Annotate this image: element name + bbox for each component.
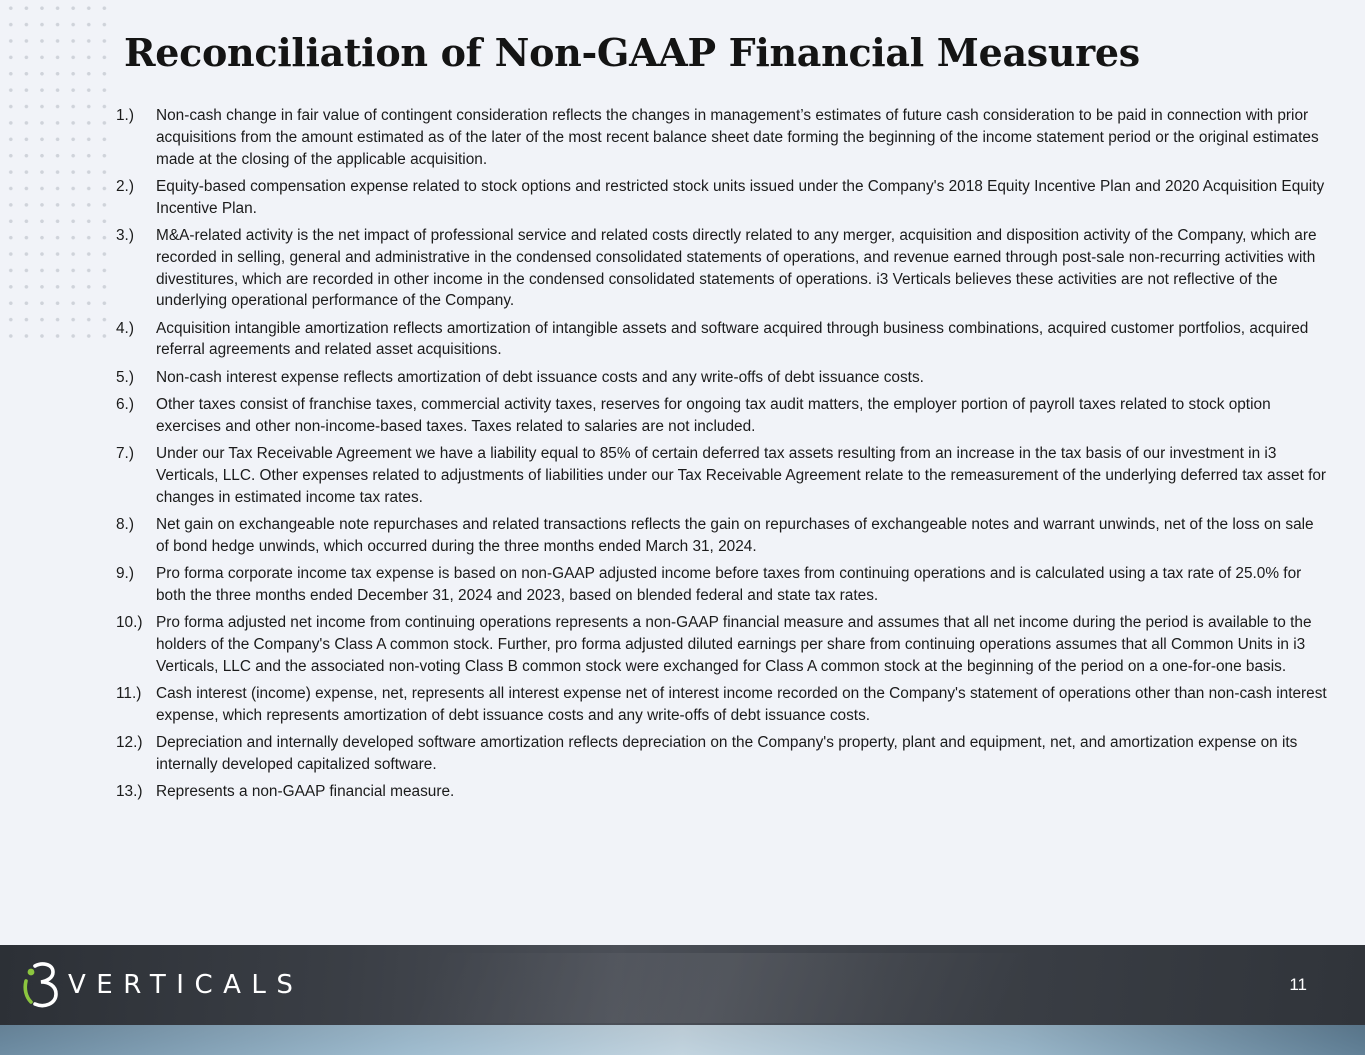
footnote-item: [116, 367, 1328, 389]
page-title: Reconciliation of Non-GAAP Financial Measures: [124, 30, 1140, 75]
footnote-item: [116, 225, 1328, 312]
footnote-text: Other taxes consist of franchise taxes, commercial activity taxes, reserves for ongoing tax audit matters, the employer portion of payroll taxes related to stock option exercises and other non-income-based taxes. Taxes related to salaries are not included.: [156, 396, 1271, 435]
footnote-text: Represents a non-GAAP financial measure.: [156, 783, 455, 801]
footnote-item: [116, 105, 1328, 170]
footer-background-image: [404, 953, 1037, 1023]
footnote-item: [116, 732, 1328, 776]
page-number: 11: [1289, 975, 1307, 994]
footnote-item: [116, 514, 1328, 558]
footnote-text: Under our Tax Receivable Agreement we have a liability equal to 85% of certain deferred tax assets resulting from an increase in the tax basis of our investment in i3 Verticals, LLC. Other expenses related to adjustments of liabilities under our Tax Receivable Agreement relate to the remeasurement of the underlying deferred tax asset for changes in estimated income tax rates.: [156, 445, 1327, 506]
footnote-text: Non-cash change in fair value of contingent consideration reflects the changes in management’s estimates of future cash consideration to be paid in connection with prior acquisitions from the amount estimated as of the later of the most recent balance sheet date forming the beginning of the income statement period or the original estimates made at the closing of the applicable acquisition.: [156, 107, 1319, 168]
footer-accent-band: [0, 1025, 1365, 1055]
footnote-item: [116, 612, 1328, 677]
footnote-item: [116, 683, 1328, 727]
footnote-item: [116, 443, 1328, 508]
footnote-text: M&A-related activity is the net impact of professional service and related costs directly related to any merger, acquisition and disposition activity of the Company, which are recorded in selling, general and administrative in the condensed consolidated statements of operations, and revenue earned through post-sale non-recurring activities with divestitures, which are recorded in other income in the condensed consolidated statements of operations. i3 Verticals believes these activities are not reflective of the underlying operational performance of the Company.: [156, 226, 1317, 310]
footnote-text: Acquisition intangible amortization reflects amortization of intangible assets and software acquired through business combinations, acquired customer portfolios, acquired referral agreements and related asset acquisitions.: [156, 319, 1309, 359]
footnote-text: Depreciation and internally developed software amortization reflects depreciation on the Company's property, plant and equipment, net, and amortization expense on its internally developed capitalized software.: [156, 734, 1298, 774]
company-logo: [22, 959, 303, 1011]
footnotes-list: [116, 105, 1328, 809]
footnote-number: 9.): [116, 565, 134, 583]
decorative-dot-grid: [0, 0, 110, 350]
footnote-text: Equity-based compensation expense related to stock options and restricted stock units issued under the Company's 2018 Equity Incentive Plan and 2020 Acquisition Equity Incentive Plan.: [156, 177, 1325, 217]
footnote-item: [116, 176, 1328, 220]
footnote-item: [116, 781, 1328, 803]
footnote-text: Pro forma corporate income tax expense is based on non-GAAP adjusted income before taxes from continuing operations and is calculated using a tax rate of 25.0% for both the three months ended December 31, 2024 and 2023, based on blended federal and state tax rates.: [156, 565, 1302, 604]
footnote-number: 4.): [116, 319, 134, 337]
footnote-number: 10.): [116, 614, 143, 632]
footnote-number: 5.): [116, 368, 134, 386]
footnote-item: [116, 394, 1328, 438]
footnote-number: 7.): [116, 445, 134, 463]
footnote-text: Pro forma adjusted net income from continuing operations represents a non-GAAP financial measure and assumes that all net income during the period is available to the holders of the Company's Class A common stock. Further, pro forma adjusted diluted earnings per share from continuing operations assumes that all Common Units in i3 Verticals, LLC and the associated non-voting Class B common stock were exchanged for Class A common stock at the beginning of the period on a one-for-one basis.: [156, 614, 1312, 675]
i3-logo-icon: [22, 959, 62, 1011]
footnote-number: 12.): [116, 734, 143, 752]
footnote-number: 8.): [116, 516, 134, 534]
footnote-number: 2.): [116, 177, 134, 195]
footnote-number: 1.): [116, 107, 134, 124]
footnote-number: 6.): [116, 396, 134, 414]
footnote-item: [116, 563, 1328, 607]
footnote-text: Non-cash interest expense reflects amortization of debt issuance costs and any write-offs of debt issuance costs.: [156, 368, 924, 386]
footer-bar: [0, 945, 1365, 1055]
footnote-number: 11.): [116, 685, 142, 703]
footnote-text: Cash interest (income) expense, net, represents all interest expense net of interest income recorded on the Company's statement of operations other than non-cash interest expense, which represents amortization of debt issuance costs and any write-offs of debt issuance costs.: [156, 685, 1327, 724]
footnote-text: Net gain on exchangeable note repurchases and related transactions reflects the gain on repurchases of exchangeable notes and warrant unwinds, net of the loss on sale of bond hedge unwinds, which occurred during the three months ended March 31, 2024.: [156, 516, 1314, 555]
footnote-number: 3.): [116, 226, 134, 244]
footnote-number: 13.): [116, 783, 143, 801]
logo-wordmark: VERTICALS: [68, 970, 304, 1000]
footnote-item: [116, 318, 1328, 362]
